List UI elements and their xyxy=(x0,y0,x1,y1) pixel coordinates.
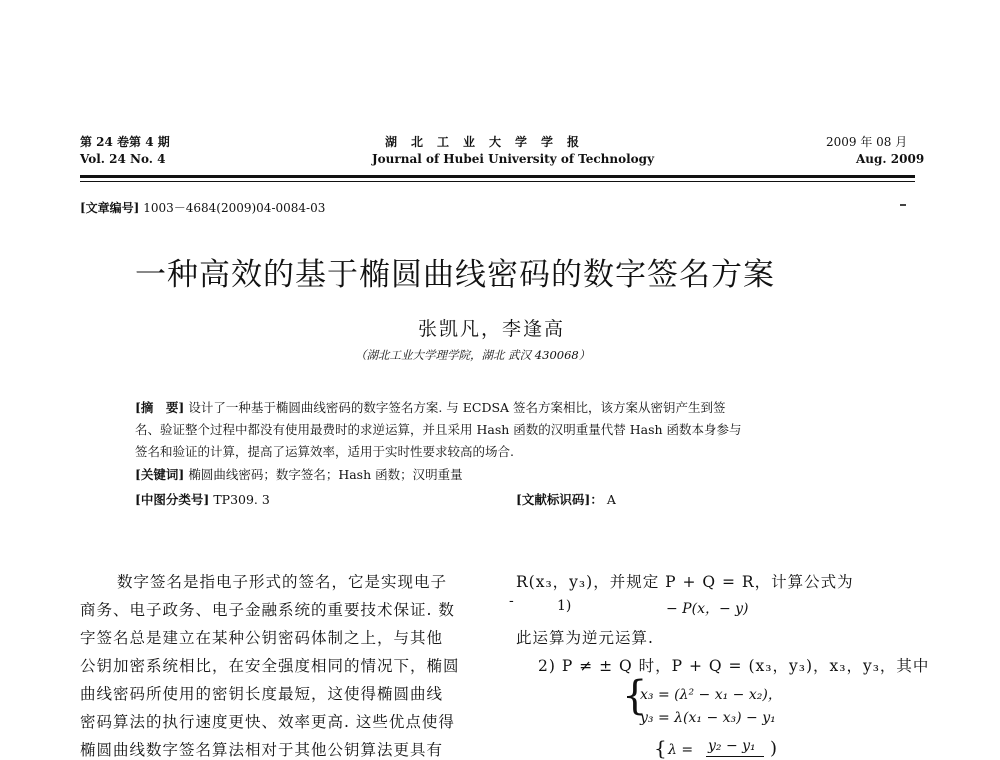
body-left-line-7: 椭圆曲线数字签名算法相对于其他公钥算法更具有 xyxy=(80,741,444,759)
body-left-line-2: 商务、电子政务、电子金融系统的重要技术保证. 数 xyxy=(80,601,455,619)
journal-name-cn: 湖 北 工 业 大 学 学 报 xyxy=(385,135,581,149)
volume-en: Vol. 24 No. 4 xyxy=(80,152,166,166)
stray-mark: - xyxy=(509,593,514,609)
body-left-line-4: 公钥加密系统相比，在安全强度相同的情况下，椭圆 xyxy=(80,657,460,675)
abstract-line-3: 签名和验证的计算，提高了运算效率，适用于实时性要求较高的场合. xyxy=(135,444,514,459)
issue-number-cn: 第 24 卷第 4 期 xyxy=(80,135,170,149)
abstract-text-1: 设计了一种基于椭圆曲线密码的数字签名方案. 与 ECDSA 签名方案相比，该方案从密钥产生到签 xyxy=(188,400,726,415)
abstract-line-2: 名、验证整个过程中都没有使用最费时的求逆运算，并且采用 Hash 函数的汉明重量代替 Hash 函数本身参与 xyxy=(135,422,742,437)
article-number xyxy=(80,199,325,216)
classification-label: [中图分类号] xyxy=(135,492,210,507)
paper-title: 一种高效的基于椭圆曲线密码的数字签名方案 xyxy=(135,257,775,293)
case-2-statement: 2) P ≠ ± Q 时，P + Q = (x₃，y₃)，x₃，y₃，其中 xyxy=(538,657,930,675)
keywords-value: 椭圆曲线密码；数字签名；Hash 函数；汉明重量 xyxy=(188,467,463,482)
lambda-lhs: λ = xyxy=(668,742,694,758)
lambda-brace: { xyxy=(654,736,667,760)
journal-name-en: Journal of Hubei University of Technology xyxy=(372,152,655,166)
lambda-brace-right: ) xyxy=(770,738,778,759)
body-left-line-6: 密码算法的执行速度更快、效率更高. 这些优点使得 xyxy=(80,713,455,731)
case-1-number: 1) xyxy=(557,598,572,614)
document-code-value: A xyxy=(606,492,616,507)
document-code-label: [文献标识码]： xyxy=(516,492,603,507)
body-left-line-3: 字签名总是建立在某种公钥密码体制之上，与其他 xyxy=(80,629,444,647)
lambda-numerator: y₂ − y₁ xyxy=(708,738,756,754)
classification-number xyxy=(135,490,270,508)
case-1-expression: − P(x，− y) xyxy=(666,601,749,617)
body-right-line-1: R(x₃，y₃)，并规定 P + Q = R，计算公式为 xyxy=(516,573,854,591)
scan-speck xyxy=(900,204,906,206)
keywords xyxy=(135,465,463,483)
article-number-label: [文章编号] xyxy=(80,201,140,215)
document-code xyxy=(516,490,616,508)
article-number-value: 1003－4684(2009)04-0084-03 xyxy=(143,201,326,215)
body-right-line-3: 此运算为逆元运算. xyxy=(516,629,654,647)
equation-y3: y₃ = λ(x₁ − x₃) − y₁ xyxy=(640,710,776,726)
classification-value: TP309. 3 xyxy=(213,492,270,507)
body-left-line-5: 曲线密码所使用的密钥长度最短，这使得椭圆曲线 xyxy=(80,685,444,703)
header-rule-thick xyxy=(80,175,915,178)
affiliation: （湖北工业大学理学院，湖北 武汉 430068） xyxy=(355,348,591,362)
body-left-line-1: 数字签名是指电子形式的签名，它是实现电子 xyxy=(117,573,448,591)
abstract-line-1 xyxy=(135,398,726,416)
author-list: 张凯凡，李逢高 xyxy=(418,318,566,340)
date-en: Aug. 2009 xyxy=(856,152,925,166)
keywords-label: [关键词] xyxy=(135,467,185,482)
equation-x3: x₃ = (λ² − x₁ − x₂)， xyxy=(640,687,782,703)
header-rule-thin xyxy=(80,181,915,182)
equation-brace: { xyxy=(622,673,648,719)
abstract-label: [摘 要] xyxy=(135,400,185,415)
date-cn: 2009 年 08 月 xyxy=(826,135,908,149)
lambda-fraction-bar xyxy=(706,756,764,757)
